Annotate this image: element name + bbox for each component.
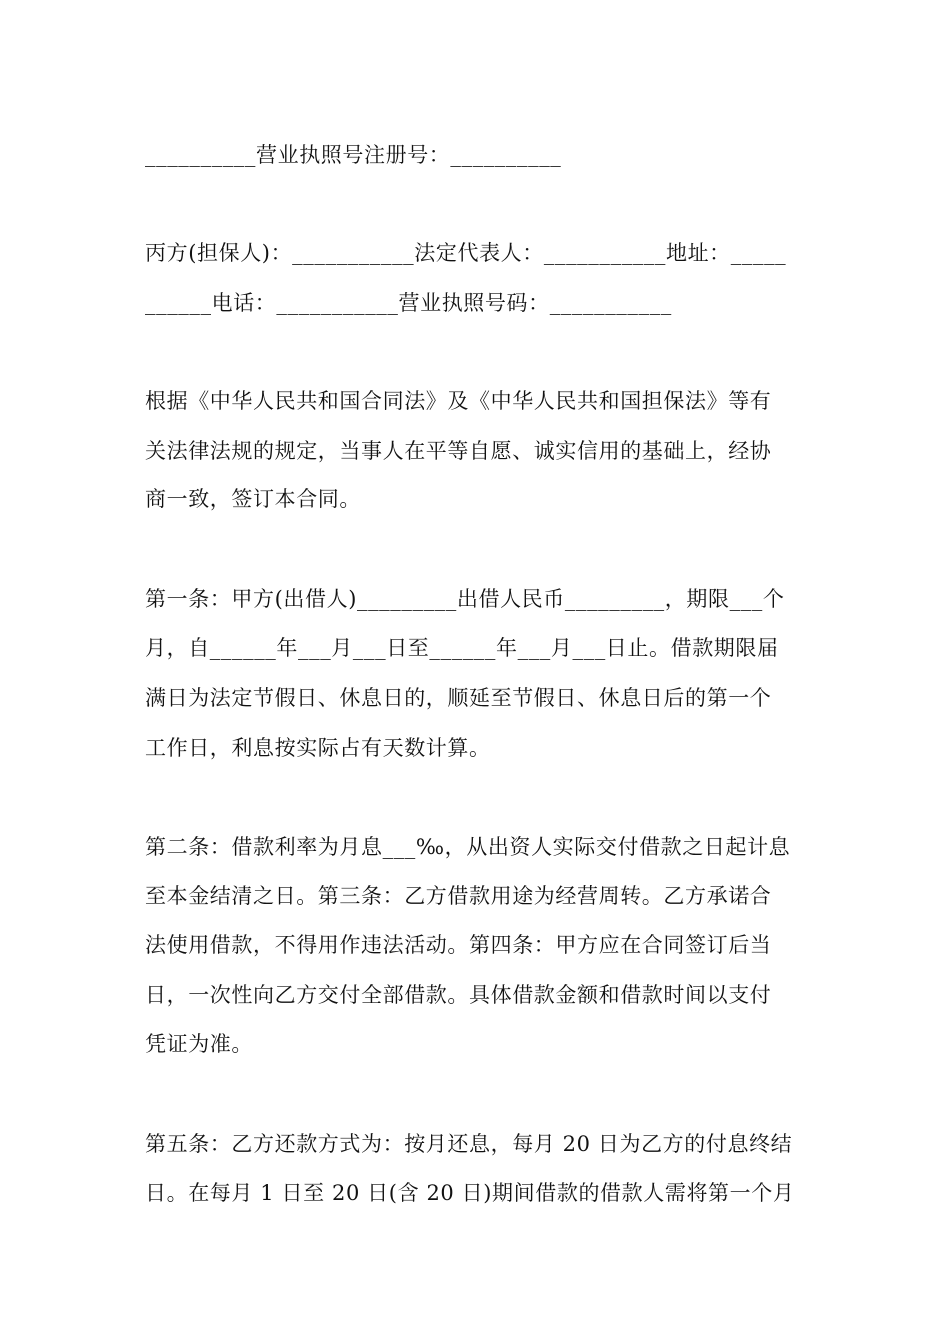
- text-line: 凭证为准。: [145, 1032, 253, 1056]
- text-line: __________营业执照号注册号：__________: [145, 143, 562, 167]
- text-line: 关法律法规的规定，当事人在平等自愿、诚实信用的基础上，经协: [145, 439, 772, 463]
- text-line: 商一致，签订本合同。: [145, 487, 361, 511]
- text-line: 日。在每月 1 日至 20 日(含 20 日)期间借款的借款人需将第一个月: [145, 1181, 795, 1205]
- text-line: 工作日，利息按实际占有天数计算。: [145, 736, 491, 760]
- text-line: 月，自______年___月___日至______年___月___日止。借款期限届: [145, 636, 779, 660]
- text-line: ______电话：___________营业执照号码：___________: [145, 291, 672, 315]
- text-line: 丙方(担保人)：___________法定代表人：___________地址：_____: [145, 241, 787, 265]
- text-line: 第一条：甲方(出借人)_________出借人民币_________，期限___个: [145, 587, 785, 611]
- text-line: 日，一次性向乙方交付全部借款。具体借款金额和借款时间以支付: [145, 983, 772, 1007]
- text-line: 第五条：乙方还款方式为：按月还息，每月 20 日为乙方的付息终结: [145, 1132, 793, 1156]
- text-line: 法使用借款，不得用作违法活动。第四条：甲方应在合同签订后当: [145, 933, 772, 957]
- text-line: 满日为法定节假日、休息日的，顺延至节假日、休息日后的第一个: [145, 686, 772, 710]
- text-line: 第二条：借款利率为月息___‰，从出资人实际交付借款之日起计息: [145, 835, 791, 859]
- text-line: 根据《中华人民共和国合同法》及《中华人民共和国担保法》等有: [145, 389, 772, 413]
- text-line: 至本金结清之日。第三条：乙方借款用途为经营周转。乙方承诺合: [145, 884, 772, 908]
